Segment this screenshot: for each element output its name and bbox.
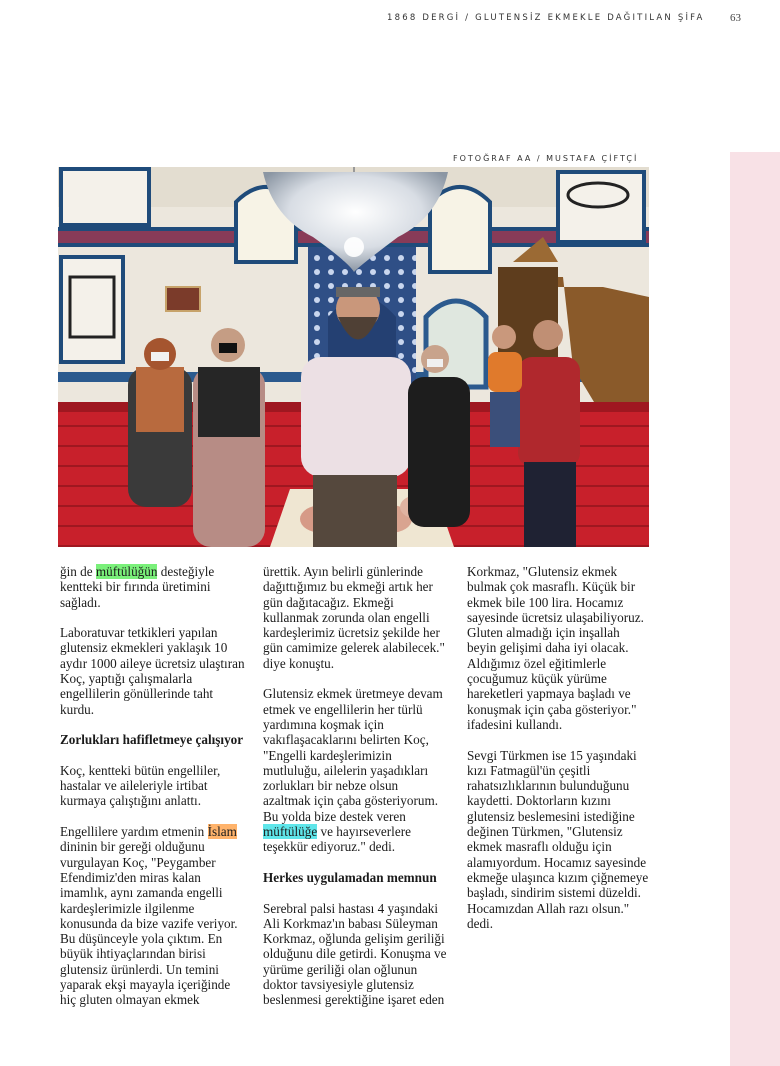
paragraph: Serebral palsi hastası 4 yaşındaki Ali Korkmaz'ın babası Süleyman Korkmaz, oğlunda gelişim geriliği olduğunu dile getirdi. Konuşma ve yürüme geriliği olan oğlunun doktor tavsiyesiyle glutensiz beslenmesi gerektiğine işaret eden — [263, 900, 447, 1008]
article-column-1 — [60, 564, 245, 1023]
article-column-2 — [263, 564, 448, 1023]
page-number: 63 — [730, 12, 741, 24]
highlighted-text: müftülüğe — [263, 824, 318, 840]
paragraph: ğin de müftülüğün desteğiyle kentteki bir fırında üretimini sağladı. — [60, 564, 215, 610]
section-subheading: Zorlukları hafifletmeye çalışıyor — [60, 732, 244, 748]
paragraph: Glutensiz ekmek üretmeye devam etmek ve engellilerin her türlü yardımına koşmak için vakıflaşacaklarını belirten Koç, "Engelli kardeşlerimizin mutluluğu, ailelerin yaşadıkları zorlukları bir nebze olsun azaltmak için çaba gösteriyorum. Bu yolda bize destek veren müftülüğe ve hayırseverlere teşekkür ediyoruz." dedi. — [263, 686, 443, 855]
paragraph: Korkmaz, "Glutensiz ekmek bulmak çok masraflı. Küçük bir ekmek bile 100 lira. Hocamız sayesinde ücretsiz ulaşabiliyoruz. Gluten almadığı için inşallah beyin gelişimi daha iyi olacak. Aldığımız özel eğitimlerle çocuğumuz küçük yürüme hareketleri yapmaya başladı ve konuşmak için çaba gösteriyor." ifadesini kullandı. — [467, 564, 644, 732]
photo-credit: FOTOĞRAF AA / MUSTAFA ÇİFTÇİ — [453, 154, 639, 163]
mosque-group-photo — [58, 167, 649, 547]
highlighted-text: İslam — [207, 824, 237, 840]
paragraph: Sevgi Türkmen ise 15 yaşındaki kızı Fatmagül'ün çeşitli rahatsızlıklarının bulunduğunu kaydetti. Doktorların kızını glutensiz beslemesini istediğine değinen Türkmen, "Glutensiz ekmek masraflı olduğu için alamıyordum. Hocamız sayesinde ekmeğe ulaşınca kızım çiğnemeye başladı, sindirim sistemi düzeldi. Hocamızdan Allah razı olsun." dedi. — [467, 747, 649, 931]
article-column-3 — [467, 564, 652, 946]
paragraph: Koç, kentteki bütün engelliler, hastalar ve aileleriyle irtibat kurmaya çalıştığını anlattı. — [60, 762, 221, 809]
paragraph: Engellilere yardım etmenin İslam dininin bir gereği olduğunu vurgulayan Koç, "Peygamber Efendimiz'den miras kalan imamlık, aynı zamanda engelli kardeşlerimizle ilgilenme konusunda da bize vazife veriyor. Bu düşünceyle yola çıktım. En büyük ihtiyaçlarından birisi glutensiz ürünlerdi. Un temini yaparak ekşi mayayla içeriğinde hiç gluten olmayan ekmek — [60, 824, 238, 1008]
decorative-side-band — [730, 152, 780, 1066]
paragraph: Laboratuvar tetkikleri yapılan glutensiz ekmekleri yaklaşık 10 aydır 1000 aileye ücretsiz ulaştıran Koç, yaptığı çalışmalarla engellilerin gönüllerinde taht kurdu. — [60, 625, 245, 717]
section-subheading: Herkes uygulamadan memnun — [263, 869, 437, 885]
highlighted-text: müftülüğün — [95, 564, 158, 579]
paragraph: ürettik. Ayın belirli günlerinde dağıttığımız bu ekmeği artık her gün dağıtacağız. Ekmeği kullanmak zorunda olan engelli kardeşlerimiz ücretsiz şekilde her gün camimize gelerek alabilecek." diye konuştu. — [263, 564, 445, 671]
running-header: 1868 DERGİ / GLUTENSİZ EKMEKLE DAĞITILAN ŞİFA — [387, 13, 705, 23]
